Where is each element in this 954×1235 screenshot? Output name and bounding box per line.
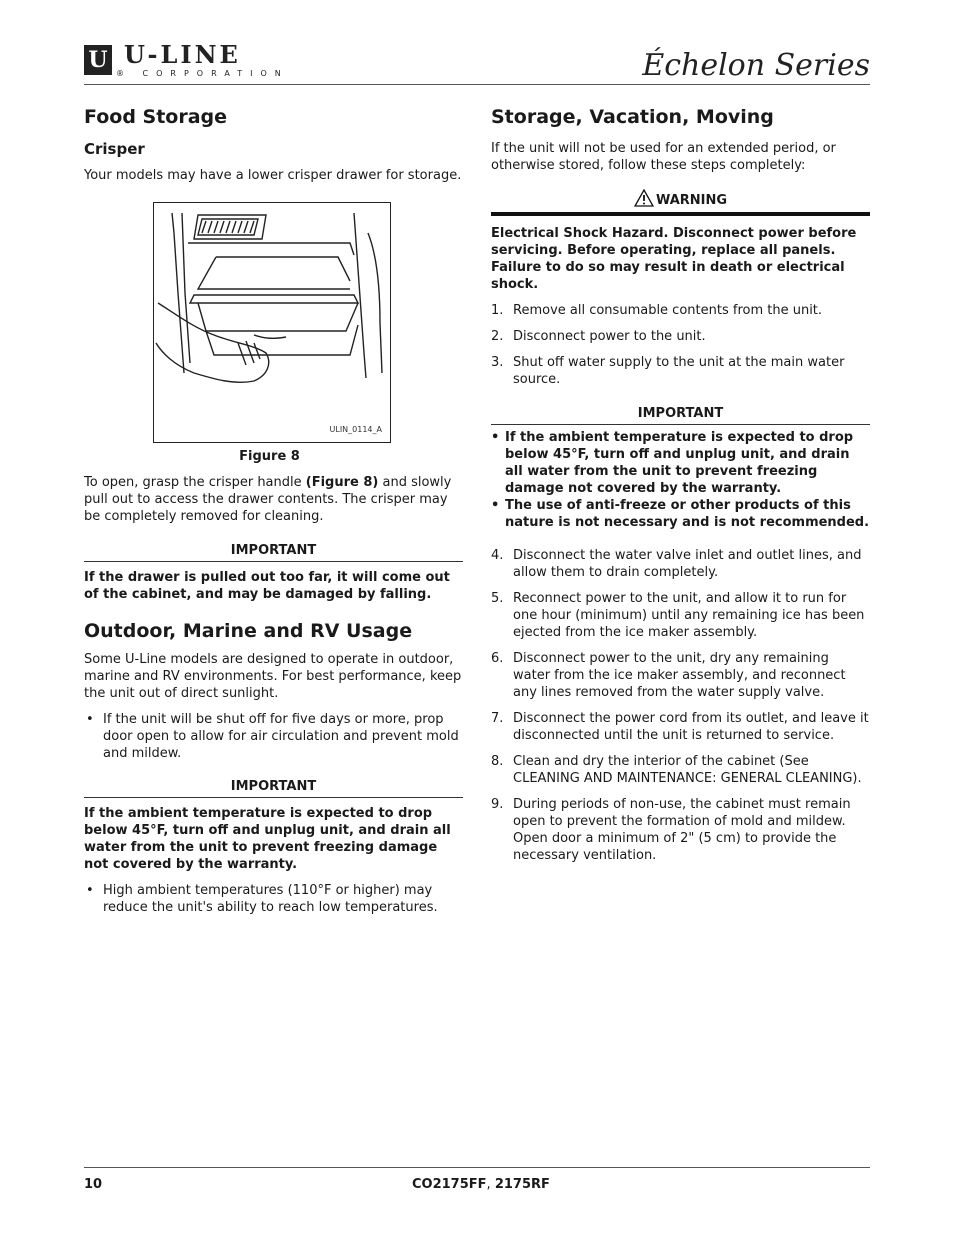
list-item <box>491 547 870 581</box>
step-number: 2. <box>491 329 504 344</box>
outdoor-bullet-text: If the unit will be shut off for five days or more, prop door open to allow for air circulation and prevent mold and mildew. <box>103 712 459 761</box>
crisper-heading: Crisper <box>84 140 145 158</box>
step-text: Disconnect the power cord from its outlet, and leave it disconnected until the unit is returned to service. <box>513 711 869 743</box>
page-footer <box>84 1167 870 1192</box>
list-item <box>491 753 870 787</box>
list-item <box>491 354 870 388</box>
step-number: 6. <box>491 651 504 666</box>
outdoor-intro-text: Some U-Line models are designed to operate in outdoor, marine and RV environments. For best performance, keep the unit out of direct sunlight. <box>84 652 462 701</box>
step-number: 9. <box>491 797 504 812</box>
model-b: 2175RF <box>494 1177 550 1192</box>
storage-vacation-moving-heading: Storage, Vacation, Moving <box>491 106 774 128</box>
step-number: 5. <box>491 591 504 606</box>
list-item: • The use of anti-freeze or other products of this nature is not necessary and is not recommended. <box>491 498 870 530</box>
important-bullet-text: The use of anti-freeze or other products of this nature is not necessary and is not recommended. <box>505 498 870 530</box>
crisper-text: Your models may have a lower crisper drawer for storage. <box>84 168 462 183</box>
step-text: Remove all consumable contents from the unit. <box>513 303 823 318</box>
warning-heading <box>491 189 870 216</box>
warning-text: Electrical Shock Hazard. Disconnect power before servicing. Before operating, replace all panels. Failure to do so may result in death or electrical shock. <box>491 226 857 292</box>
outdoor-marine-rv-heading: Outdoor, Marine and RV Usage <box>84 620 413 642</box>
step-text: During periods of non-use, the cabinet must remain open to prevent the formation of mold and mildew. Open door a minimum of 2" (5 cm) to provide the necessary ventilation. <box>513 797 851 863</box>
step-text: Disconnect power to the unit, dry any remaining water from the ice maker assembly, and reconnect any lines removed from the water supply valve. <box>513 651 846 700</box>
u-line-logo-corporation: ® CORPORATION <box>116 69 289 78</box>
figure-id: ULIN_0114_A <box>329 425 382 434</box>
u-line-logo-name: U-LINE <box>124 40 241 69</box>
crisper-open-text-2: and slowly pull out to access the drawer contents. The crisper may be completely removed for cleaning. <box>84 475 452 524</box>
list-item <box>491 650 870 701</box>
step-text: Clean and dry the interior of the cabinet (See CLEANING AND MAINTENANCE: GENERAL CLEANING). <box>513 754 862 786</box>
right-column <box>491 105 870 864</box>
list-item <box>491 302 870 319</box>
crisper-open-text-1: To open, grasp the crisper handle <box>84 475 306 490</box>
figure-8-crisper-illustration <box>153 202 391 443</box>
food-storage-heading: Food Storage <box>84 106 228 128</box>
u-line-logo-mark: U <box>84 45 112 75</box>
step-number: 3. <box>491 355 504 370</box>
list-item: • If the unit will be shut off for five days or more, prop door open to allow for air circulation and prevent mold and mildew. <box>86 712 459 761</box>
page-header <box>84 42 870 85</box>
outdoor-bullet-list <box>84 711 463 762</box>
figure-8-caption: Figure 8 <box>239 449 300 464</box>
crisper-open-instructions <box>84 474 463 525</box>
list-item <box>491 796 870 864</box>
figure-8-reference: (Figure 8) <box>305 475 379 490</box>
step-text: Shut off water supply to the unit at the main water source. <box>513 355 845 387</box>
high-temperature-bullet-text: High ambient temperatures (110°F or higher) may reduce the unit's ability to reach low temperatures. <box>103 883 438 915</box>
list-item <box>491 590 870 641</box>
important-temperature-text: If the ambient temperature is expected to drop below 45°F, turn off and unplug unit, and drain all water from the unit to prevent freezing damage not covered by the warranty. <box>84 806 451 872</box>
important-bullet-text: If the ambient temperature is expected to drop below 45°F, turn off and unplug unit, and drain all water from the unit to prevent freezing damage not covered by the warranty. <box>505 430 854 496</box>
list-item: • If the ambient temperature is expected to drop below 45°F, turn off and unplug unit, and drain all water from the unit to prevent freezing damage not covered by the warranty. <box>491 430 854 496</box>
step-number: 8. <box>491 754 504 769</box>
important-storage-bullets <box>491 429 870 531</box>
storage-steps-4-9 <box>491 547 870 864</box>
storage-steps-1-3 <box>491 302 870 388</box>
step-number: 4. <box>491 548 504 563</box>
storage-intro-text: If the unit will not be used for an extended period, or otherwise stored, follow these steps completely: <box>491 141 836 173</box>
page-number: 10 <box>84 1177 103 1192</box>
step-number: 7. <box>491 711 504 726</box>
important-drawer-text: If the drawer is pulled out too far, it will come out of the cabinet, and may be damaged by falling. <box>84 570 450 602</box>
step-text: Disconnect power to the unit. <box>513 329 706 344</box>
list-item <box>491 328 870 345</box>
crisper-drawer-drawing <box>154 203 390 442</box>
important-heading-temperature: IMPORTANT <box>84 778 463 798</box>
warning-label: WARNING <box>655 193 728 208</box>
step-text: Disconnect the water valve inlet and outlet lines, and allow them to drain completely. <box>513 548 862 580</box>
model-numbers <box>412 1177 550 1192</box>
list-item: • High ambient temperatures (110°F or higher) may reduce the unit's ability to reach low temperatures. <box>86 883 438 915</box>
model-separator: , <box>486 1177 495 1192</box>
step-text: Reconnect power to the unit, and allow it to run for one hour (minimum) until any remaining ice has been ejected from the ice maker assembly. <box>513 591 865 640</box>
important-heading-storage: IMPORTANT <box>491 405 870 425</box>
left-column <box>84 105 463 916</box>
model-a: CO2175FF <box>412 1177 487 1192</box>
warning-triangle-icon <box>634 189 654 207</box>
echelon-series-logo: Échelon Series <box>642 48 870 83</box>
list-item <box>491 710 870 744</box>
high-temperature-bullet-list <box>84 882 463 916</box>
step-number: 1. <box>491 303 504 318</box>
important-heading-drawer: IMPORTANT <box>84 542 463 562</box>
